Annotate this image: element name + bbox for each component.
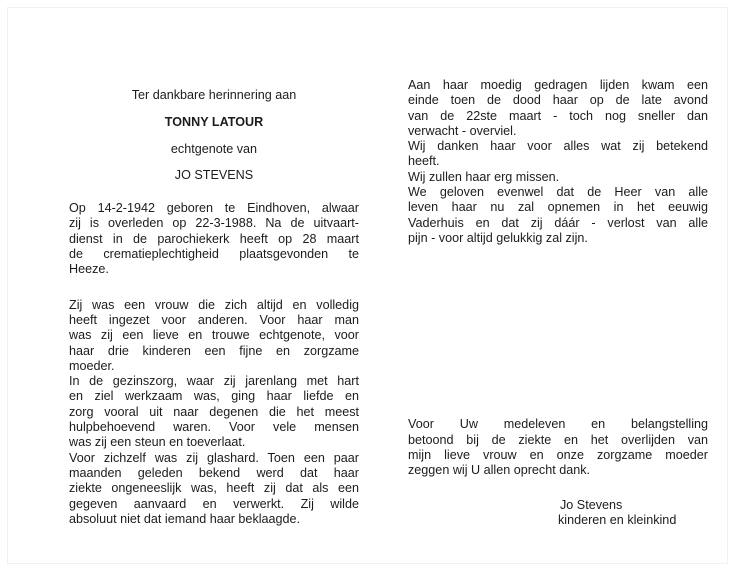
text-line: moeder. [69, 358, 115, 373]
text-line: Zij was een vrouw die zich altijd en volledig [69, 297, 359, 312]
text-line: de crematieplechtigheid plaatsgevonden te [69, 247, 359, 262]
text-line: We geloven evenwel dat de Heer van alle [408, 185, 708, 200]
text-line: verwacht - overviel. [408, 123, 517, 138]
text-line: heeft ingezet voor anderen. Voor haar man [69, 312, 359, 327]
text-line: In de gezinszorg, waar zij jarenlang met hart [69, 374, 359, 389]
text-line: absoluut niet dat iemand haar beklaagde. [69, 511, 301, 526]
text-line: Heeze. [69, 262, 109, 277]
text-line: en ziel werkzaam was, ging haar liefde en [69, 389, 359, 404]
text-line: Wij danken haar voor alles wat zij betekend [408, 139, 708, 154]
text-line: zij is overleden op 22-3-1988. Na de uitvaart- [69, 216, 359, 231]
intro-text: Ter dankbare herinnering aan [131, 88, 297, 102]
text-line: dienst in de parochiekerk heeft op 28 maart [69, 231, 359, 246]
text-line: zorg vooral uit naar degenen die het meest [69, 404, 359, 419]
right-column [408, 78, 708, 478]
text-line: haar drie kinderen een fijne en zorgzame [69, 343, 359, 358]
text-line: was zij een steun en toeverlaat. [69, 435, 246, 450]
text-line: maanden geleden bekend werd dat haar [69, 465, 359, 480]
text-line: Aan haar moedig gedragen lijden kwam een [408, 78, 708, 92]
signature-name: Jo Stevens [560, 498, 623, 512]
text-line: pijn - voor altijd gelukkig zal zijn. [408, 230, 588, 245]
text-line: gegeven aanvaard en verwerkt. Zij wilde [69, 496, 359, 511]
text-line: hulpbehoevend waren. Voor vele mensen [69, 420, 359, 435]
text-line: van de 22ste maart - toch nog sneller dan [408, 108, 708, 123]
signature-block [558, 498, 676, 529]
farewell-paragraph [408, 78, 708, 246]
text-line: Voor Uw medeleven en belangstelling [408, 417, 708, 432]
left-column [69, 88, 359, 527]
text-line: Vaderhuis en dat zij dáár - verlost van alle [408, 215, 708, 230]
text-line: ziekte ongeneeslijk was, heeft zij dat als een [69, 481, 359, 496]
text-line: heeft. [408, 154, 440, 169]
spouse-name: JO STEVENS [174, 167, 254, 182]
memorial-card [8, 8, 727, 563]
thanks-paragraph [408, 417, 708, 478]
text-line: mijn lieve vrouw en onze zorgzame moeder [408, 447, 708, 462]
text-line: Wij zullen haar erg missen. [408, 169, 560, 184]
text-line: einde toen de dood haar op de late avond [408, 93, 708, 108]
text-line: betoond bij de ziekte en het overlijden van [408, 432, 708, 447]
tribute-paragraph [69, 298, 359, 527]
text-line: leven haar nu zal opnemen in het eeuwig [408, 200, 708, 215]
relation-text: echtgenote van [170, 141, 258, 156]
text-line: Op 14-2-1942 geboren te Eindhoven, alwaar [69, 201, 359, 216]
biography-paragraph [69, 201, 359, 277]
signature-family: kinderen en kleinkind [558, 513, 677, 528]
deceased-name: TONNY LATOUR [164, 115, 264, 130]
text-line: Voor zichzelf was zij glashard. Toen een paar [69, 450, 359, 465]
text-line: zeggen wij U allen oprecht dank. [408, 463, 591, 478]
text-line: was zij een lieve en trouwe echtgenote, voor [69, 328, 359, 343]
